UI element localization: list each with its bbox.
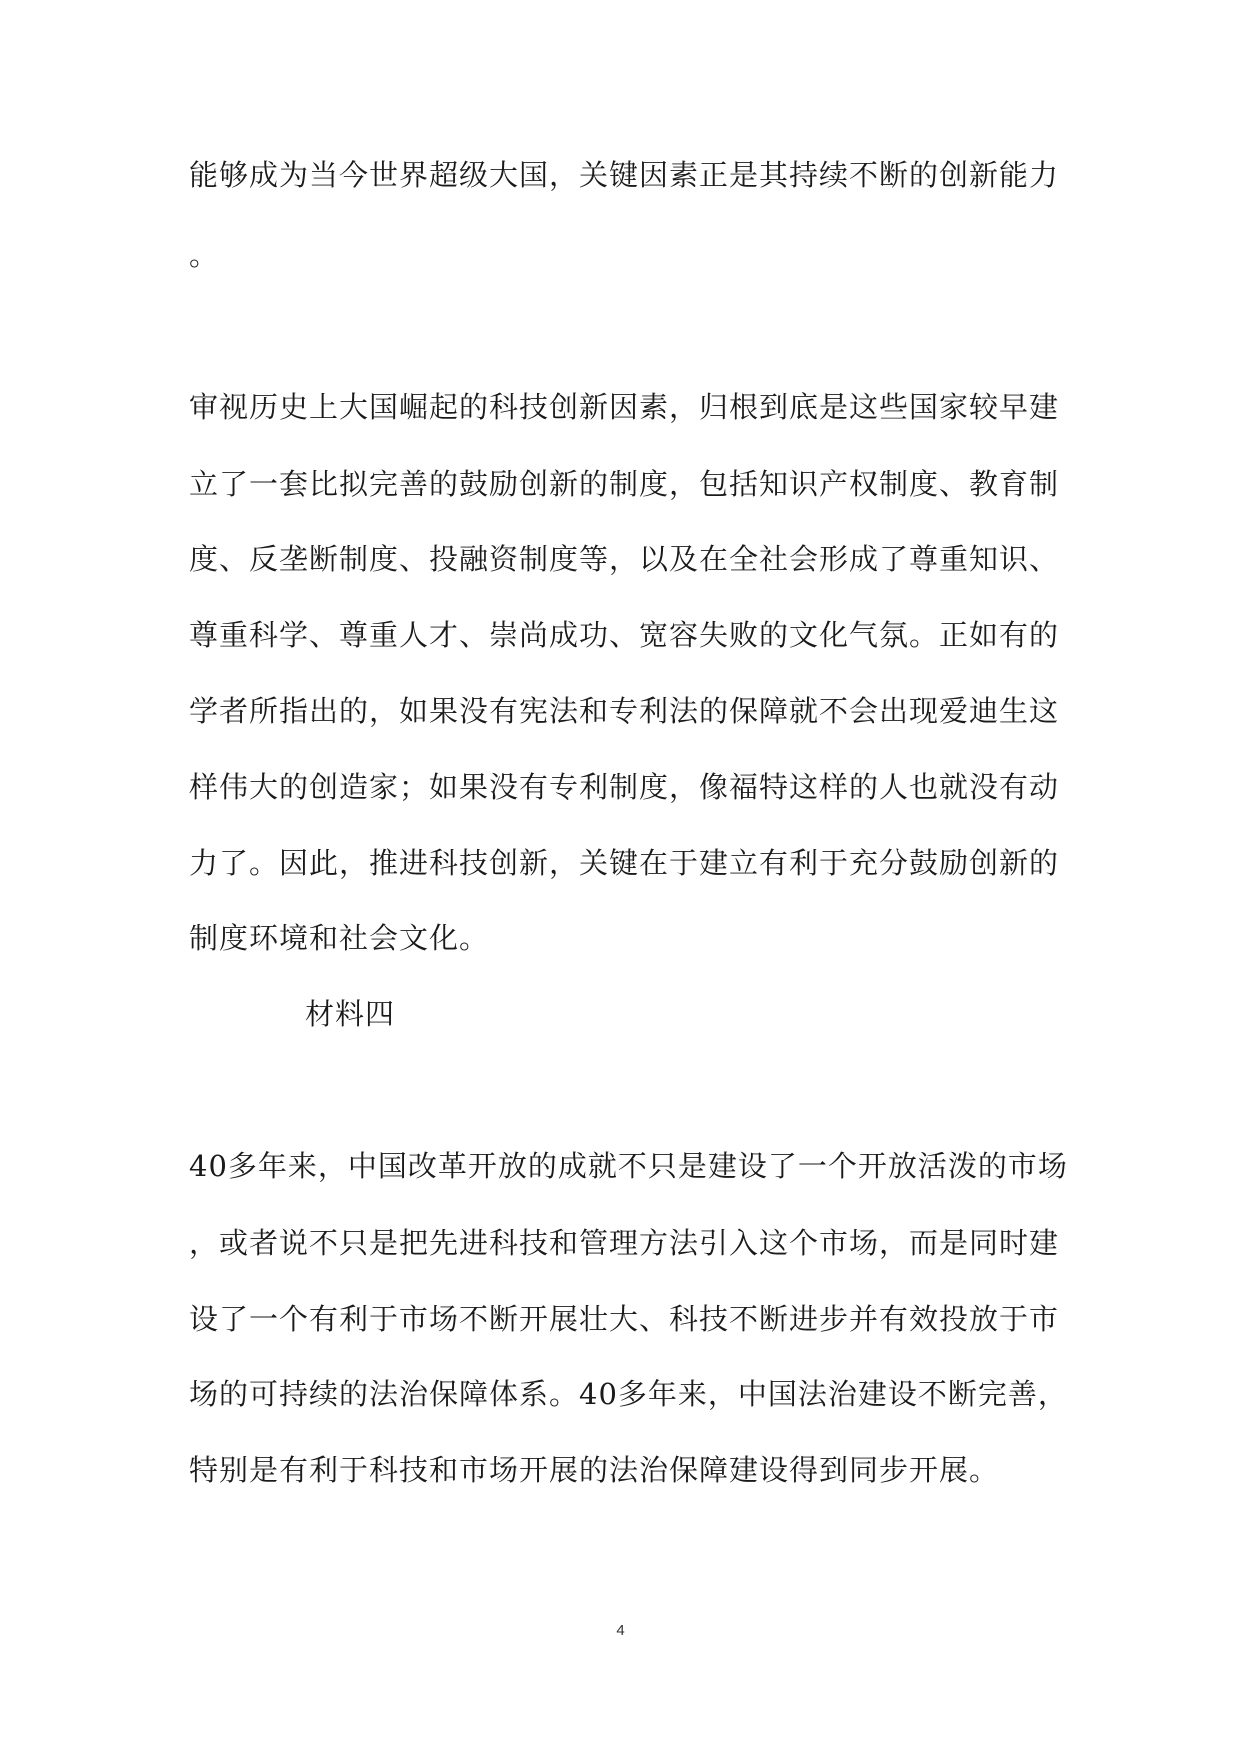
paragraph-line: 能够成为当今世界超级大国，关键因素正是其持续不断的创新能力 (189, 158, 1060, 192)
paragraph-line: ，或者说不只是把先进科技和管理方法引入这个市场，而是同时建 (189, 1226, 1060, 1260)
paragraph-line: 学者所指出的，如果没有宪法和专利法的保障就不会出现爱迪生这 (189, 694, 1060, 728)
paragraph-line: 制度环境和社会文化。 (189, 921, 490, 955)
paragraph-line: 特别是有利于科技和市场开展的法治保障建设得到同步开展。 (189, 1453, 1000, 1487)
paragraph-line: 。 (189, 238, 220, 272)
paragraph-line: 40多年来，中国改革开放的成就不只是建设了一个开放活泼的市场 (189, 1149, 1068, 1183)
section-heading: 材料四 (305, 997, 396, 1031)
paragraph-line: 场的可持续的法治保障体系。40多年来，中国法治建设不断完善， (189, 1377, 1068, 1411)
paragraph-line: 度、反垄断制度、投融资制度等，以及在全社会形成了尊重知识、 (189, 542, 1060, 576)
paragraph-line: 设了一个有利于市场不断开展壮大、科技不断进步并有效投放于市 (189, 1302, 1060, 1336)
paragraph-line: 力了。因此，推进科技创新，关键在于建立有利于充分鼓励创新的 (189, 846, 1060, 880)
paragraph-line: 尊重科学、尊重人才、崇尚成功、宽容失败的文化气氛。正如有的 (189, 618, 1060, 652)
paragraph-line: 审视历史上大国崛起的科技创新因素，归根到底是这些国家较早建 (189, 390, 1060, 424)
paragraph-line: 样伟大的创造家；如果没有专利制度，像福特这样的人也就没有动 (189, 770, 1060, 804)
page-number: 4 (616, 1622, 625, 1639)
paragraph-line: 立了一套比拟完善的鼓励创新的制度，包括知识产权制度、教育制 (189, 467, 1060, 501)
